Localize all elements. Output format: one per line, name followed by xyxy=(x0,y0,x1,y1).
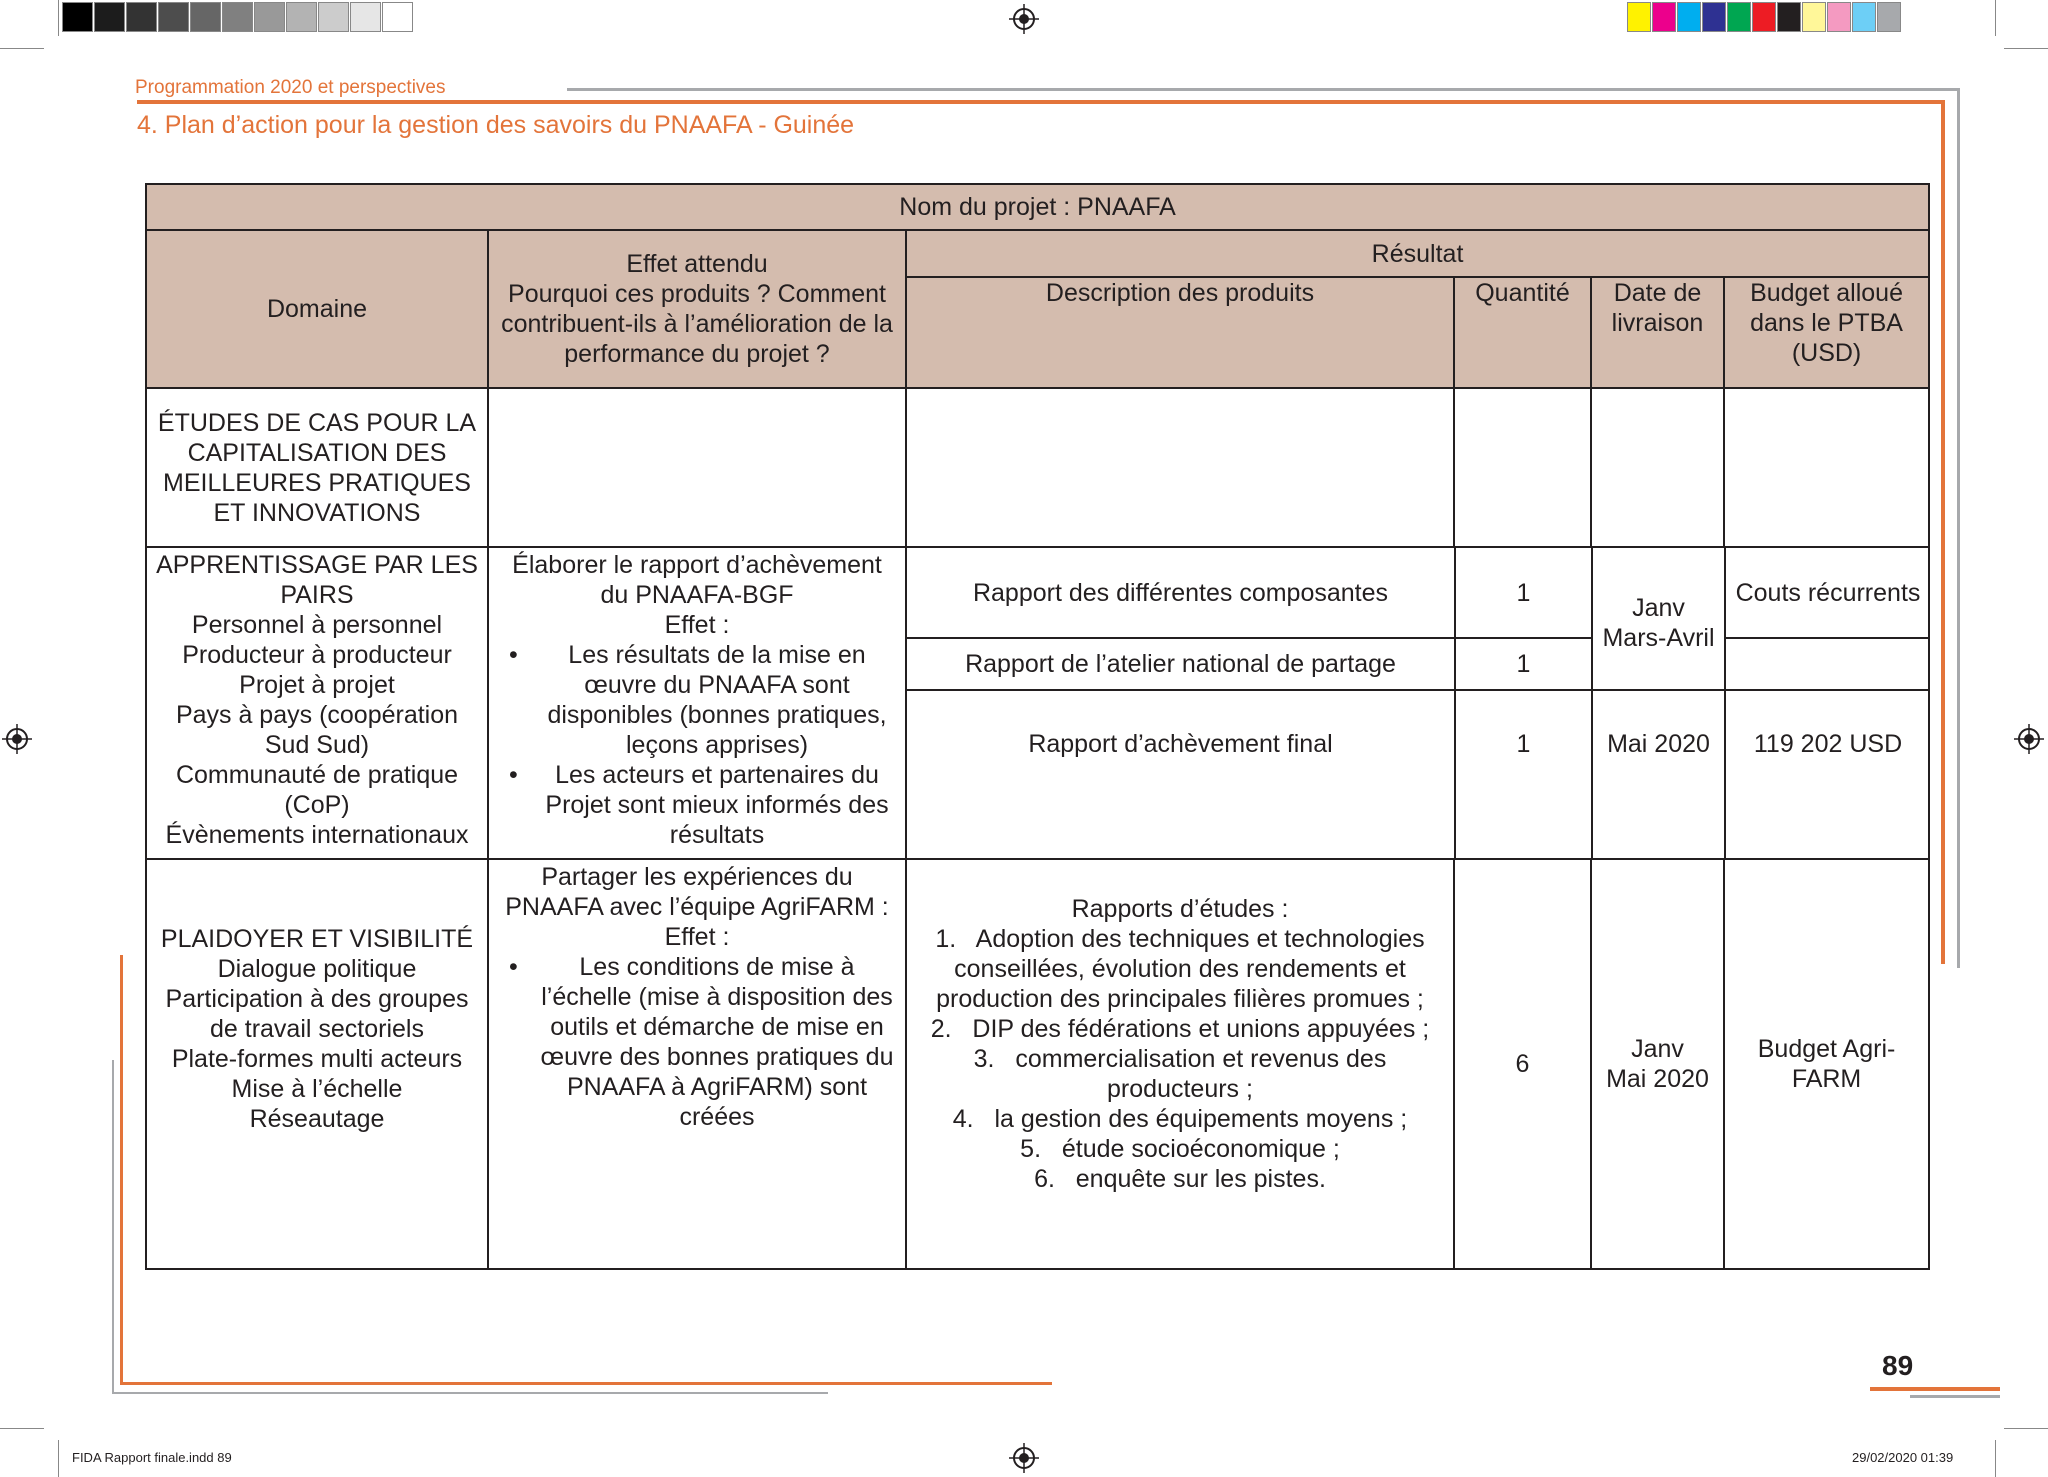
color-swatch xyxy=(158,2,189,32)
study-item: 2. DIP des fédérations et unions appuyées ; xyxy=(930,1015,1430,1043)
crop-mark xyxy=(1995,1440,1996,1477)
domaine-title: PLAIDOYER ET VISIBILITÉ xyxy=(160,925,474,953)
color-swatch xyxy=(350,2,381,32)
color-swatch xyxy=(1802,2,1826,32)
color-swatch xyxy=(1827,2,1851,32)
domaine-item: Dialogue politique xyxy=(217,955,417,983)
registration-mark-icon xyxy=(1009,1443,1039,1473)
color-swatch xyxy=(126,2,157,32)
study-item: 1. Adoption des techniques et technologies conseillées, évolution des rendements et production des principales filières promues ; xyxy=(935,925,1432,1013)
quantite-cell: 1 xyxy=(1455,690,1592,858)
domaine-item: Communauté de pratique (CoP) xyxy=(175,761,459,819)
products-group xyxy=(906,547,1929,859)
crop-mark xyxy=(0,48,44,49)
budget-cell: 119 202 USD xyxy=(1753,730,1903,758)
effet-cell xyxy=(488,388,906,547)
quantite-cell: 6 xyxy=(1454,859,1591,1269)
study-item: 6. enquête sur les pistes. xyxy=(1034,1165,1326,1193)
project-name-header: Nom du projet : PNAAFA xyxy=(146,184,1929,230)
effet-intro: Partager les expériences du PNAAFA avec l’équipe AgriFARM : xyxy=(505,863,889,921)
quantite-cell: 1 xyxy=(1455,638,1592,690)
color-swatch xyxy=(286,2,317,32)
color-swatch xyxy=(1852,2,1876,32)
budget-header: Budget alloué dans le PTBA (USD) xyxy=(1724,277,1929,388)
color-swatch xyxy=(1727,2,1751,32)
color-swatch xyxy=(94,2,125,32)
domaine-cell xyxy=(146,547,488,859)
effet-label: Effet : xyxy=(664,611,730,639)
effet-cell xyxy=(488,547,906,859)
effet-bullet: • Les acteurs et partenaires du Projet sont mieux informés des résultats xyxy=(535,760,899,850)
header-gray-rule xyxy=(567,88,1960,91)
table-row xyxy=(146,547,1929,859)
domaine-item: Producteur à producteur xyxy=(182,641,452,669)
budget-cell: Couts récurrents xyxy=(1725,548,1930,638)
domaine-item: Évènements internationaux xyxy=(165,821,469,849)
description-cell xyxy=(906,859,1454,1269)
budget-cell xyxy=(1725,638,1930,690)
table-row xyxy=(146,859,1929,1269)
domaine-cell: ÉTUDES DE CAS POUR LA CAPITALISATION DES MEILLEURES PRATIQUES ET INNOVATIONS xyxy=(146,388,488,547)
effet-intro: Élaborer le rapport d’achèvement du PNAAFA-BGF xyxy=(512,551,882,609)
color-swatch xyxy=(1702,2,1726,32)
resultat-header: Résultat xyxy=(906,230,1929,277)
color-swatch xyxy=(1627,2,1651,32)
effet-bullet: • Les conditions de mise à l’échelle (mise à disposition des outils et démarche de mise en œuvre des bonnes pratiques du PNAAFA à AgriFARM) sont créées xyxy=(535,952,899,1132)
quantite-cell: 1 xyxy=(1455,548,1592,638)
description-cell xyxy=(906,388,1454,547)
footer-gray-rule xyxy=(112,1392,828,1394)
page-number-gray-rule xyxy=(1910,1395,2000,1398)
domaine-item: Personnel à personnel xyxy=(191,611,443,639)
effet-header-text: Effet attendu Pourquoi ces produits ? Comment contribuent-ils à l’amélioration de la performance du projet ? xyxy=(501,250,893,368)
page-number: 89 xyxy=(1882,1350,1914,1381)
color-swatch xyxy=(62,2,93,32)
domaine-item: Pays à pays (coopération Sud Sud) xyxy=(175,701,459,759)
description-cell: Rapport d’achèvement final xyxy=(907,690,1455,858)
crop-mark xyxy=(58,1440,59,1477)
date-cell xyxy=(1592,548,1725,690)
quantite-cell xyxy=(1454,388,1591,547)
effet-label: Effet : xyxy=(664,923,730,951)
crop-mark xyxy=(2004,48,2048,49)
left-gray-rule xyxy=(112,1060,114,1393)
domaine-cell xyxy=(146,859,488,1269)
domaine-item: Plate-formes multi acteurs xyxy=(171,1045,463,1073)
color-swatch xyxy=(190,2,221,32)
domaine-item: Réseautage xyxy=(249,1105,385,1133)
date-cell xyxy=(1591,388,1724,547)
quantite-header: Quantité xyxy=(1454,277,1591,388)
date-line: Mars-Avril xyxy=(1602,624,1715,652)
left-orange-rule xyxy=(120,955,123,1385)
plan-title: 4. Plan d’action pour la gestion des savoirs du PNAAFA - Guinée xyxy=(137,111,855,139)
header-orange-rule xyxy=(137,100,1945,104)
crop-mark xyxy=(58,0,59,36)
description-cell: Rapport de l’atelier national de partage xyxy=(907,638,1455,690)
color-swatch xyxy=(1652,2,1676,32)
effet-bullet: • Les résultats de la mise en œuvre du PNAAFA sont disponibles (bonnes pratiques, leçons apprises) xyxy=(535,640,899,760)
color-swatch xyxy=(222,2,253,32)
section-label: Programmation 2020 et perspectives xyxy=(135,77,446,98)
domaine-item: Projet à projet xyxy=(239,671,395,699)
color-swatch xyxy=(318,2,349,32)
action-plan-table xyxy=(145,183,1930,1270)
slug-file-info: FIDA Rapport finale.indd 89 xyxy=(72,1450,232,1465)
color-swatch xyxy=(1777,2,1801,32)
registration-mark-icon xyxy=(2014,724,2044,754)
domaine-header: Domaine xyxy=(146,230,488,388)
date-line: Janv xyxy=(1632,594,1685,622)
date-line: Janv xyxy=(1631,1035,1684,1063)
domaine-item: Participation à des groupes de travail sectoriels xyxy=(165,985,469,1043)
description-title: Rapports d’études : xyxy=(1071,895,1289,923)
budget-cell xyxy=(1724,388,1929,547)
description-header: Description des produits xyxy=(906,277,1454,388)
color-swatch xyxy=(1677,2,1701,32)
crop-mark xyxy=(0,1428,44,1429)
registration-mark-icon xyxy=(1009,4,1039,34)
right-gray-rule xyxy=(1957,88,1960,968)
date-header: Date de livraison xyxy=(1591,277,1724,388)
footer-orange-rule xyxy=(120,1382,1052,1385)
budget-cell: Budget Agri-FARM xyxy=(1724,859,1929,1269)
crop-mark xyxy=(1995,0,1996,36)
registration-mark-icon xyxy=(2,724,32,754)
study-item: 3. commercialisation et revenus des producteurs ; xyxy=(973,1045,1394,1103)
description-cell: Rapport des différentes composantes xyxy=(907,548,1455,638)
slug-date-info: 29/02/2020 01:39 xyxy=(1852,1450,1954,1465)
date-cell xyxy=(1591,859,1724,1269)
study-item: 4. la gestion des équipements moyens ; xyxy=(952,1105,1408,1133)
effet-cell xyxy=(488,859,906,1269)
study-item: 5. étude socioéconomique ; xyxy=(1020,1135,1340,1163)
effet-header xyxy=(488,230,906,388)
page-number-orange-rule xyxy=(1870,1387,2000,1391)
table-row xyxy=(146,388,1929,547)
right-orange-rule xyxy=(1941,100,1945,964)
color-swatch xyxy=(1877,2,1901,32)
domaine-title: APPRENTISSAGE PAR LES PAIRS xyxy=(156,551,478,609)
color-swatch xyxy=(254,2,285,32)
date-line: Mai 2020 xyxy=(1606,1065,1709,1093)
crop-mark xyxy=(2004,1428,2048,1429)
domaine-item: Mise à l’échelle xyxy=(231,1075,403,1103)
color-swatch xyxy=(1752,2,1776,32)
color-swatch xyxy=(382,2,413,32)
date-cell: Mai 2020 xyxy=(1592,690,1725,858)
